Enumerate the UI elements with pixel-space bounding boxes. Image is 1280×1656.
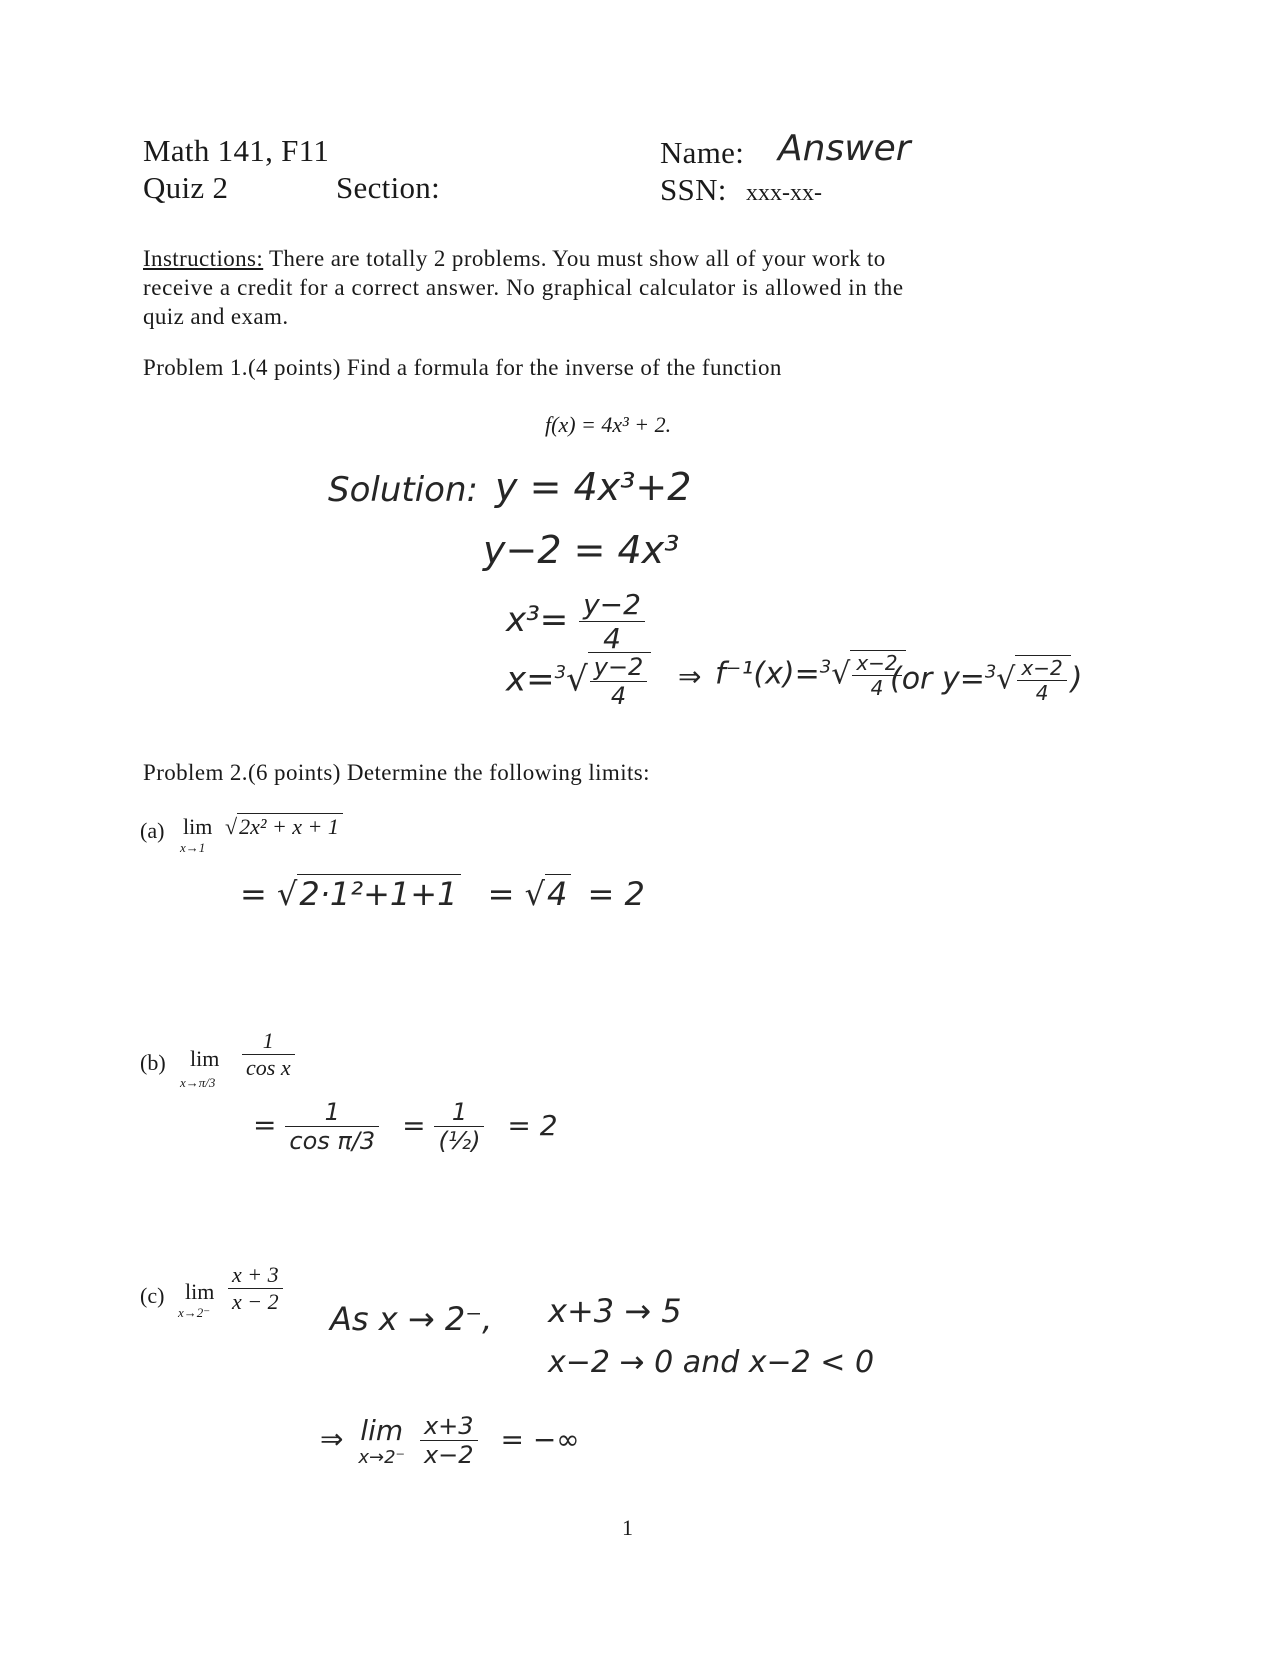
or-close: ): [1070, 661, 1083, 697]
instructions-text-1: There are totally 2 problems. You must show all of your work to: [268, 246, 886, 271]
part-c-frac: [228, 1262, 283, 1315]
instructions-line-2: receive a credit for a correct answer. No graphical calculator is allowed in the: [143, 275, 904, 300]
step-3-fraction: [579, 588, 645, 655]
inverse-numerator: x−2: [856, 651, 898, 675]
part-b-work-frac-2: [434, 1098, 484, 1155]
page-number: 1: [622, 1515, 633, 1540]
problem-2-text: (6 points) Determine the following limits:: [247, 760, 650, 785]
problem-1-statement: [143, 355, 782, 381]
quiz-title: Quiz 2: [143, 170, 229, 205]
part-c-denominator: x − 2: [228, 1288, 283, 1315]
step-4-fraction: [588, 652, 652, 710]
instructions-line-1: [143, 246, 886, 272]
problem-2-statement: [143, 760, 650, 786]
step-3-denominator: 4: [579, 621, 645, 655]
part-b-work-1-num: 1: [324, 1098, 340, 1126]
part-b-frac: [242, 1028, 295, 1081]
solution-step-4: x=$^3$√ $\frac{y-2}{4}$: [506, 652, 651, 710]
problem-2-label: Problem 2.: [143, 760, 248, 785]
part-a-label: (a): [140, 818, 165, 843]
part-c-fraction: [228, 1262, 283, 1315]
part-b-work-2-den: (½): [434, 1126, 484, 1155]
step-4-numerator: y−2: [593, 653, 644, 681]
step-4-lhs: x=: [506, 659, 555, 700]
part-c-lim-sub: x→2⁻: [178, 1305, 211, 1320]
part-b-numerator: 1: [262, 1028, 274, 1053]
section-label: Section:: [336, 170, 440, 205]
inverse-arrow: ⇒: [678, 660, 702, 693]
problem-1-function: f(x) = 4x³ + 2.: [545, 412, 672, 437]
part-c-concl-den: x−2: [420, 1440, 478, 1469]
ssn-label: SSN:: [660, 172, 727, 207]
part-a-work-1: 2·1²+1+1: [297, 874, 461, 913]
solution-label: Solution:: [328, 470, 478, 510]
part-a-lim: lim: [183, 814, 213, 839]
part-c-concl-arrow: ⇒: [320, 1422, 344, 1456]
or-denominator: 4: [1017, 680, 1066, 705]
part-c-as-text: As x → 2⁻,: [330, 1300, 493, 1338]
part-a-expression: √2x² + x + 1: [225, 814, 343, 840]
part-a-work: = √2·1²+1+1 = √4 = 2: [240, 875, 645, 913]
instructions-label: Instructions:: [143, 246, 264, 271]
name-label: Name:: [660, 135, 745, 170]
part-c-conclusion: [320, 1412, 580, 1469]
part-b-work-frac-1: [285, 1098, 379, 1155]
inverse-result: f⁻¹(x)=$^3$√ $\frac{x-2}{4}$: [715, 650, 906, 700]
part-c-numerator: x + 3: [232, 1262, 279, 1287]
or-root-index: 3: [984, 661, 997, 683]
part-a-lim-sub: x→1: [180, 840, 206, 855]
step-4-root-index: 3: [554, 662, 567, 684]
or-numerator: x−2: [1021, 656, 1063, 680]
part-c-line-1: x+3 → 5: [548, 1292, 682, 1330]
or-open: (or: [890, 661, 933, 697]
part-a-radicand: 2x² + x + 1: [237, 813, 343, 839]
part-c-lim: lim: [185, 1279, 215, 1304]
part-c-label: (c): [140, 1283, 165, 1308]
part-b-work: [253, 1098, 558, 1155]
part-b-eq-2: =: [402, 1108, 426, 1142]
step-4-denominator: 4: [590, 681, 648, 710]
problem-1-text: (4 points) Find a formula for the inverse of the function: [247, 355, 782, 380]
part-c-concl-result: = −∞: [500, 1422, 580, 1456]
part-b-eq-1: =: [253, 1108, 277, 1142]
part-b-lim-sub: x→π/3: [180, 1075, 216, 1090]
course-title: Math 141, F11: [143, 133, 330, 168]
inverse-root-index: 3: [819, 656, 832, 678]
part-a-eq-2: =: [487, 875, 515, 913]
part-c-concl-frac: [420, 1412, 478, 1469]
problem-1-label: Problem 1.: [143, 355, 248, 380]
part-c-concl-sub: x→2⁻: [358, 1446, 406, 1468]
part-c-concl-lim-block: [358, 1414, 405, 1468]
inverse-lhs: f⁻¹(x)=: [715, 656, 820, 692]
part-c-concl-lim: lim: [360, 1413, 404, 1447]
part-b-work-2-num: 1: [451, 1098, 468, 1126]
part-a-eq-1: =: [240, 875, 267, 913]
part-b-denominator: cos x: [242, 1054, 295, 1081]
part-c-line-2: x−2 → 0 and x−2 < 0: [548, 1345, 875, 1380]
part-b-work-3: = 2: [507, 1108, 558, 1142]
part-a-work-3: = 2: [587, 875, 645, 913]
part-b-lim: lim: [190, 1046, 220, 1071]
name-value: Answer: [778, 128, 911, 169]
part-b-label: (b): [140, 1050, 166, 1075]
solution-step-2: y−2 = 4x³: [483, 528, 680, 572]
part-a-work-2: 4: [545, 874, 571, 913]
step-3-lhs: x³=: [506, 600, 569, 640]
instructions-line-3: quiz and exam.: [143, 304, 289, 329]
part-b-fraction: [242, 1028, 295, 1081]
part-b-work-1-den: cos π/3: [285, 1126, 379, 1155]
ssn-value: xxx-xx-: [746, 180, 822, 206]
part-c-concl-num: x+3: [423, 1412, 474, 1440]
inverse-denominator: 4: [852, 675, 901, 700]
solution-step-3: [506, 588, 645, 655]
step-3-numerator: y−2: [583, 588, 641, 621]
solution-step-1: y = 4x³+2: [495, 465, 692, 509]
or-fraction: [1015, 655, 1070, 705]
alternate-form: (or y=$^3$√ $\frac{x-2}{4}$ ): [890, 656, 1083, 705]
or-lhs: y=: [941, 661, 985, 697]
